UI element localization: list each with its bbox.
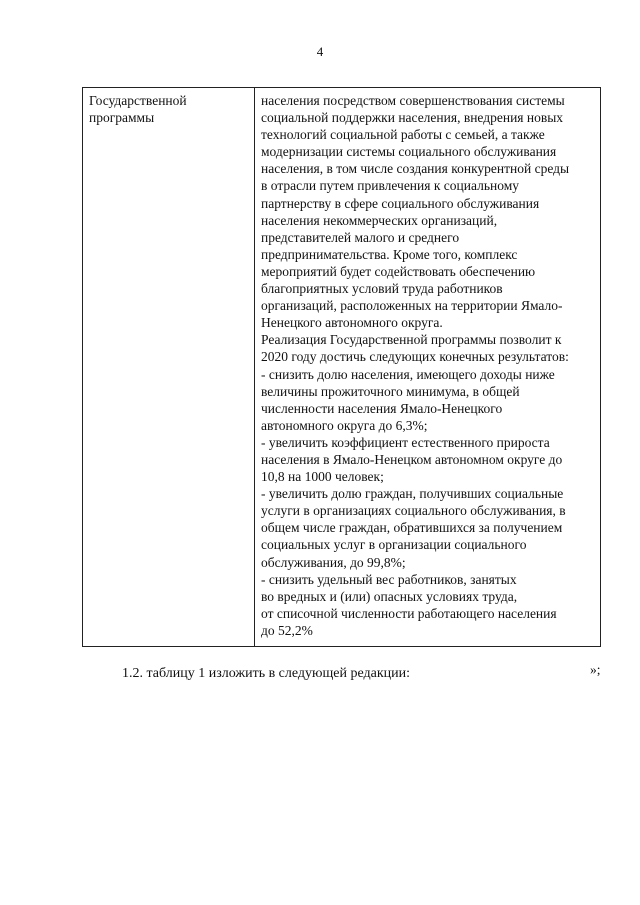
right-cell-line: до 52,2% xyxy=(261,622,313,638)
right-cell-line: социальной поддержки населения, внедрения новых xyxy=(261,110,564,126)
right-cell-line: 10,8 на 1000 человек; xyxy=(261,469,384,485)
right-cell-line: величины прожиточного минимума, в общей xyxy=(261,383,520,399)
right-cell-line: - снизить удельный вес работников, занятых xyxy=(261,571,517,587)
right-cell-line: населения некоммерческих организаций, xyxy=(261,212,498,228)
table-right-cell xyxy=(261,92,599,639)
right-cell-line: социальных услуг в организации социального xyxy=(261,537,527,553)
right-cell-line: 2020 году достичь следующих конечных результатов: xyxy=(261,349,569,365)
right-cell-line: населения в Ямало-Ненецком автономном округе до xyxy=(261,451,563,467)
page-number: 4 xyxy=(316,44,324,59)
table-left-cell xyxy=(89,92,249,126)
right-cell-line: - увеличить коэффициент естественного прироста xyxy=(261,434,550,450)
right-cell-line: Реализация Государственной программы позволит к xyxy=(261,332,562,348)
right-cell-line: численности населения Ямало-Ненецкого xyxy=(261,400,503,416)
closing-quote: »; xyxy=(590,662,601,677)
amendment-paragraph: 1.2. таблицу 1 изложить в следующей редакции: xyxy=(122,666,411,681)
right-cell-line: населения, в том числе создания конкурентной среды xyxy=(261,161,570,177)
program-table xyxy=(82,87,601,647)
right-cell-line: обслуживания, до 99,8%; xyxy=(261,554,406,570)
right-cell-line: мероприятий будет содействовать обеспечению xyxy=(261,263,536,279)
right-cell-line: предпринимательства. Кроме того, комплекс xyxy=(261,246,518,262)
right-cell-line: в отрасли путем привлечения к социальному xyxy=(261,178,519,194)
right-cell-line: благоприятных условий труда работников xyxy=(261,281,503,297)
right-cell-line: от списочной численности работающего населения xyxy=(261,605,557,621)
right-cell-line: технологий социальной работы с семьей, а также xyxy=(261,127,545,143)
right-cell-line: населения посредством совершенствования системы xyxy=(261,93,565,108)
right-cell-line: модернизации системы социального обслуживания xyxy=(261,144,557,160)
right-cell-line: общем числе граждан, обратившихся за получением xyxy=(261,520,563,536)
right-cell-line: - увеличить долю граждан, получивших социальные xyxy=(261,486,564,502)
right-cell-line: во вредных и (или) опасных условиях труда, xyxy=(261,588,518,604)
left-cell-line: программы xyxy=(89,110,155,125)
right-cell-line: автономного округа до 6,3%; xyxy=(261,417,428,433)
right-cell-line: Ненецкого автономного округа. xyxy=(261,315,443,331)
right-cell-line: партнерству в сфере социального обслуживания xyxy=(261,195,540,211)
column-divider xyxy=(254,88,255,646)
left-cell-line: Государственной xyxy=(89,93,187,108)
right-cell-line: услуги в организациях социального обслуживания, в xyxy=(261,503,566,519)
right-cell-line: представителей малого и среднего xyxy=(261,229,460,245)
right-cell-line: - снизить долю населения, имеющего доходы ниже xyxy=(261,366,555,382)
right-cell-line: организаций, расположенных на территории Ямало- xyxy=(261,298,563,314)
